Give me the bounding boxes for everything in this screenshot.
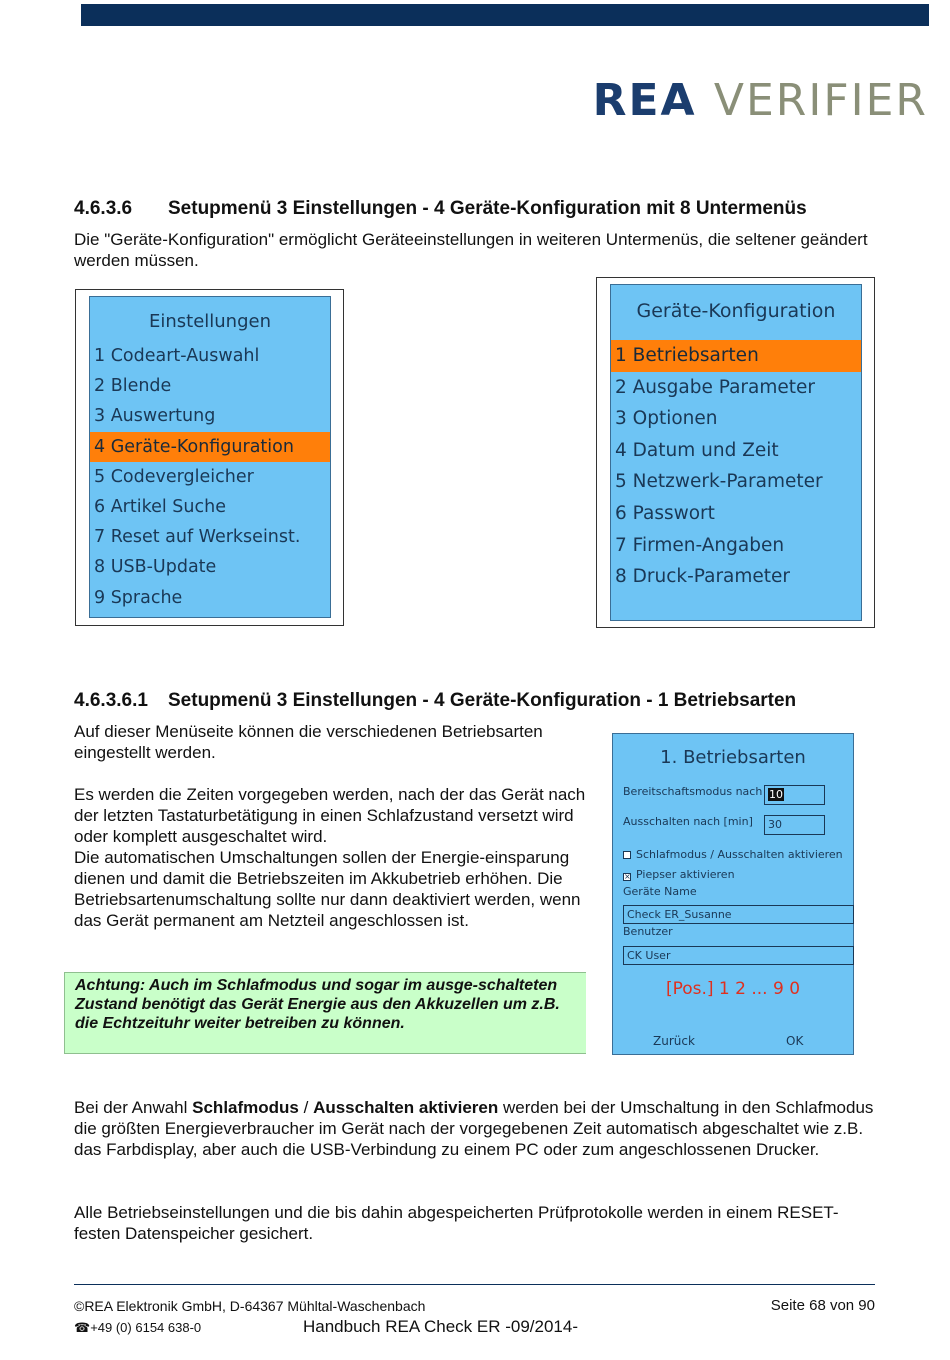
footer-divider <box>74 1284 875 1285</box>
menu-item[interactable]: 1 Betriebsarten <box>611 340 861 372</box>
ausschalten-field[interactable] <box>764 815 825 835</box>
menu-item[interactable]: 8 USB-Update <box>94 557 217 578</box>
menu-item[interactable]: 9 Sprache <box>94 587 183 608</box>
menu-item[interactable]: 1 Codeart-Auswahl <box>94 346 260 366</box>
screen-frame-konfiguration <box>596 277 875 628</box>
benutzer-field[interactable] <box>623 946 854 965</box>
screen-title: 1. Betriebsarten <box>660 747 806 768</box>
screen-einstellungen <box>89 296 331 618</box>
section-intro: Die "Geräte-Konfiguration" ermöglicht Geräteeinstellungen in weiteren Untermenüs, die seltener geändert werden müssen. <box>74 230 868 270</box>
header-bar <box>81 4 929 26</box>
paragraph-schlafmodus <box>74 1097 874 1160</box>
ok-button[interactable]: OK <box>786 1034 804 1048</box>
text: / <box>298 1098 314 1117</box>
menu-item[interactable]: 6 Artikel Suche <box>94 496 226 517</box>
bereitschaft-field[interactable] <box>764 785 825 805</box>
position-keys: [Pos.] 1 2 ... 9 0 <box>665 979 801 999</box>
section-heading-2 <box>74 690 796 712</box>
menu-item[interactable]: 7 Firmen-Angaben <box>615 534 785 556</box>
menu-list <box>90 341 330 613</box>
geraetename-value: Check ER_Susanne <box>627 908 732 921</box>
benutzer-label: Benutzer <box>623 925 673 938</box>
bereitschaft-value: 10 <box>769 788 783 801</box>
checkbox-schlafmodus[interactable] <box>623 848 843 861</box>
screen-betriebsarten <box>612 733 854 1055</box>
screen-frame-einstellungen <box>75 289 344 626</box>
footer-phone: ☎+49 (0) 6154 638-0 <box>74 1320 202 1335</box>
screen-konfiguration <box>610 284 862 621</box>
footer-handbook: Handbuch REA Check ER -09/2014- <box>303 1317 578 1336</box>
checkbox-piepser[interactable] <box>623 868 735 881</box>
section-title: Setupmenü 3 Einstellungen - 4 Geräte-Konfiguration - 1 Betriebsarten <box>168 690 797 711</box>
back-button[interactable]: Zurück <box>653 1034 695 1048</box>
bereitschaft-label: Bereitschaftsmodus nach <box>623 785 763 798</box>
menu-item[interactable]: 3 Optionen <box>615 408 718 430</box>
brand-verifier: VERIFIER <box>713 75 928 126</box>
menu-title: Einstellungen <box>148 311 272 332</box>
section-heading-1 <box>74 198 807 220</box>
menu-item[interactable]: 2 Blende <box>94 376 172 397</box>
ausschalten-value: 30 <box>768 818 782 831</box>
checkbox-label: Piepser aktivieren <box>636 868 735 881</box>
section-title: Setupmenü 3 Einstellungen - 4 Geräte-Konfiguration mit 8 Untermenüs <box>168 198 807 219</box>
menu-item[interactable]: 5 Netzwerk-Parameter <box>615 471 823 493</box>
ausschalten-label: Ausschalten nach [min] <box>623 815 753 828</box>
geraetename-field[interactable] <box>623 905 854 924</box>
paragraph-reset: Alle Betriebseinstellungen und die bis dahin abgespeicherten Prüfprotokolle werden in einem RESET-festen Datenspeicher gesichert. <box>74 1203 839 1243</box>
footer-company: ©REA Elektronik GmbH, D-64367 Mühltal-Waschenbach <box>74 1298 426 1314</box>
footer-page: Seite 68 von 90 <box>770 1297 875 1314</box>
menu-item[interactable]: 4 Datum und Zeit <box>615 439 779 461</box>
text: Bei der Anwahl <box>74 1098 193 1117</box>
checkbox-label: Schlafmodus / Ausschalten aktivieren <box>636 848 843 861</box>
menu-item[interactable]: 6 Passwort <box>615 502 715 524</box>
paragraph: Die automatischen Umschaltungen sollen der Energie-einsparung dienen und damit die Betriebszeiten im Akkubetrieb erhöhen. Die Betriebsartenumschaltung sollte nur dann deaktiviert werden, wenn das Gerät permanent am Netzteil angeschlossen ist. <box>74 848 581 930</box>
menu-item[interactable]: 2 Ausgabe Parameter <box>615 376 816 398</box>
menu-item[interactable]: 5 Codevergleicher <box>94 466 254 487</box>
paragraph: Es werden die Zeiten vorgegeben werden, nach der das Gerät nach der letzten Tastaturbetätigung in einen Schlafzustand versetzt wird oder komplett ausgeschaltet wird. <box>74 785 586 846</box>
benutzer-value: CK User <box>627 949 671 962</box>
menu-item[interactable]: 4 Geräte-Konfiguration <box>90 432 330 462</box>
geraetename-label: Geräte Name <box>623 885 697 898</box>
menu-item[interactable]: 3 Auswertung <box>94 406 216 427</box>
checkbox-icon[interactable] <box>623 851 631 859</box>
menu-item[interactable]: 7 Reset auf Werkseinst. <box>94 527 301 548</box>
section-number: 4.6.3.6 <box>74 198 133 219</box>
brand-logo <box>593 76 928 126</box>
paragraph: Auf dieser Menüseite können die verschiedenen Betriebsarten eingestellt werden. <box>74 722 543 762</box>
text-bold: Ausschalten aktivieren <box>313 1098 499 1117</box>
warning-box <box>64 972 586 1054</box>
menu-item[interactable]: 8 Druck-Parameter <box>615 566 791 588</box>
menu-list <box>611 340 861 593</box>
brand-rea: REA <box>592 75 697 126</box>
text-bold: Schlafmodus <box>192 1098 299 1117</box>
text: werden bei der Umschaltung in den Schlafmodus die größten Energieverbraucher im Gerät nach der vorgegebenen Zeit automatisch abgeschaltet wie z.B. das Farbdisplay, aber auch die USB-Verbindung zu einem PC oder zum angeschlossenen Drucker. <box>74 1098 874 1159</box>
checkbox-icon[interactable]: × <box>624 872 631 881</box>
menu-title: Geräte-Konfiguration <box>636 300 836 322</box>
section-number: 4.6.3.6.1 <box>74 690 148 711</box>
warning-text: Achtung: Auch im Schlafmodus und sogar im ausge-schalteten Zustand benötigt das Gerät Energie aus den Akkuzellen um z.B. die Echtzeituhr weiter betreiben zu können. <box>75 977 560 1032</box>
